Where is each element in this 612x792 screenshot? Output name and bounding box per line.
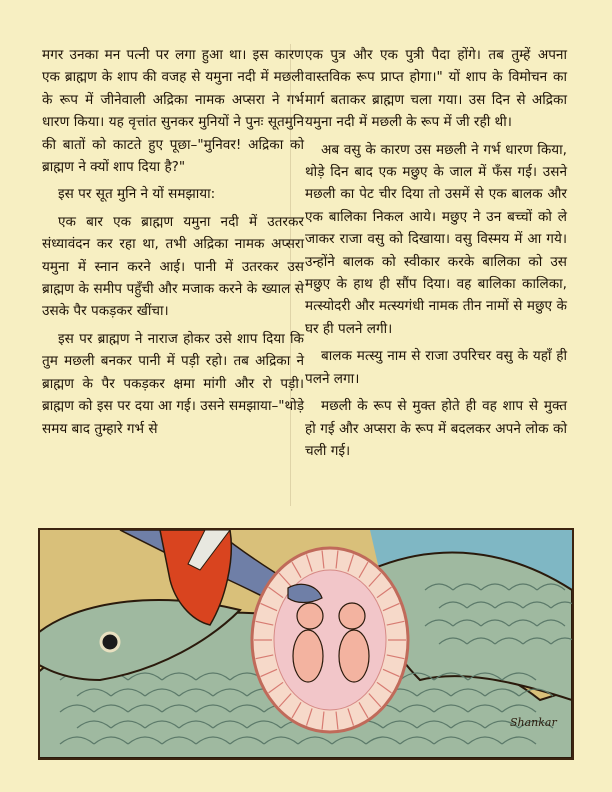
fish-illustration — [38, 528, 574, 760]
page-margin-bottom — [0, 760, 612, 792]
paragraph: एक बार एक ब्राह्मण यमुना नदी में उतरकर संध्यावंदन कर रहा था, तभी अद्रिका नामक अप्सरा यमुना में स्नान करने आई। पानी में उतरकर उस ब्राह्मण के समीप पहुँची और मजाक करने के ख्याल से उसके पैर पकड़कर खींचा। — [42, 213, 304, 320]
fish-eye — [101, 633, 119, 651]
paragraph: मगर उनका मन पत्नी पर लगा हुआ था। इस कारण एक ब्राह्मण के शाप की वजह से यमुना नदी में मछली के रूप में जीनेवाली अद्रिका नामक अप्सरा ने गर्भ धारण किया। यह वृत्तांत सुनकर मुनियों ने पुनः सूतमुनि की बातों को काटते हुए पूछा–"मुनिवर! अद्रिका को ब्राह्मण ने क्यों शाप दिया है?" — [42, 47, 304, 176]
right-text-column — [305, 44, 567, 467]
baby-girl — [339, 603, 369, 682]
left-text-column — [42, 44, 304, 445]
paragraph: इस पर सूत मुनि ने यों समझाया: — [58, 186, 216, 203]
column-gutter — [290, 44, 291, 506]
paragraph: मछली के रूप से मुक्त होते ही वह शाप से मुक्त हो गई और अप्सरा के रूप में बदलकर अपने लोक को चली गई। — [305, 398, 567, 459]
illustration-canvas — [40, 530, 572, 758]
paragraph: अब वसु के कारण उस मछली ने गर्भ धारण किया, थोड़े दिन बाद एक मछुए के जाल में फँस गई। उसने मछली का पेट चीर दिया तो उसमें से एक बालक और एक बालिका निकल आये। मछुए ने उन बच्चों को ले जाकर राजा वसु को दिखाया। वसु विस्मय में आ गये। उन्होंने बालक को स्वीकार करके बालिका को उस मछुए के हाथ ही सौंप दिया। वह बालिका कालिका, मत्स्योदरी और मत्स्यगंधी नामक तीन नामों से मछुए के घर ही पलने लगी। — [305, 141, 567, 337]
paragraph: बालक मत्स्यु नाम से राजा उपरिचर वसु के यहाँ ही पलने लगा। — [305, 348, 567, 387]
baby-boy — [293, 603, 323, 682]
artist-signature: Shankar — [510, 716, 557, 729]
paragraph: एक पुत्र और एक पुत्री पैदा होंगे। तब तुम्हें अपना वास्तविक रूप प्राप्त होगा।" यों शाप के विमोचन का मार्ग बताकर ब्राह्मण चला गया। उस दिन से अद्रिका यमुना नदी में मछली के रूप में जी रही थी। — [305, 47, 567, 131]
paragraph: इस पर ब्राह्मण ने नाराज होकर उसे शाप दिया कि तुम मछली बनकर पानी में पड़ी रहो। तब अद्रिका ने ब्राह्मण के पैर पकड़कर क्षमा मांगी और रो पड़ी। ब्राह्मण को इस पर दया आ गई। उसने समझाया–"थोड़े समय बाद तुम्हारे गर्भ से — [42, 330, 304, 437]
